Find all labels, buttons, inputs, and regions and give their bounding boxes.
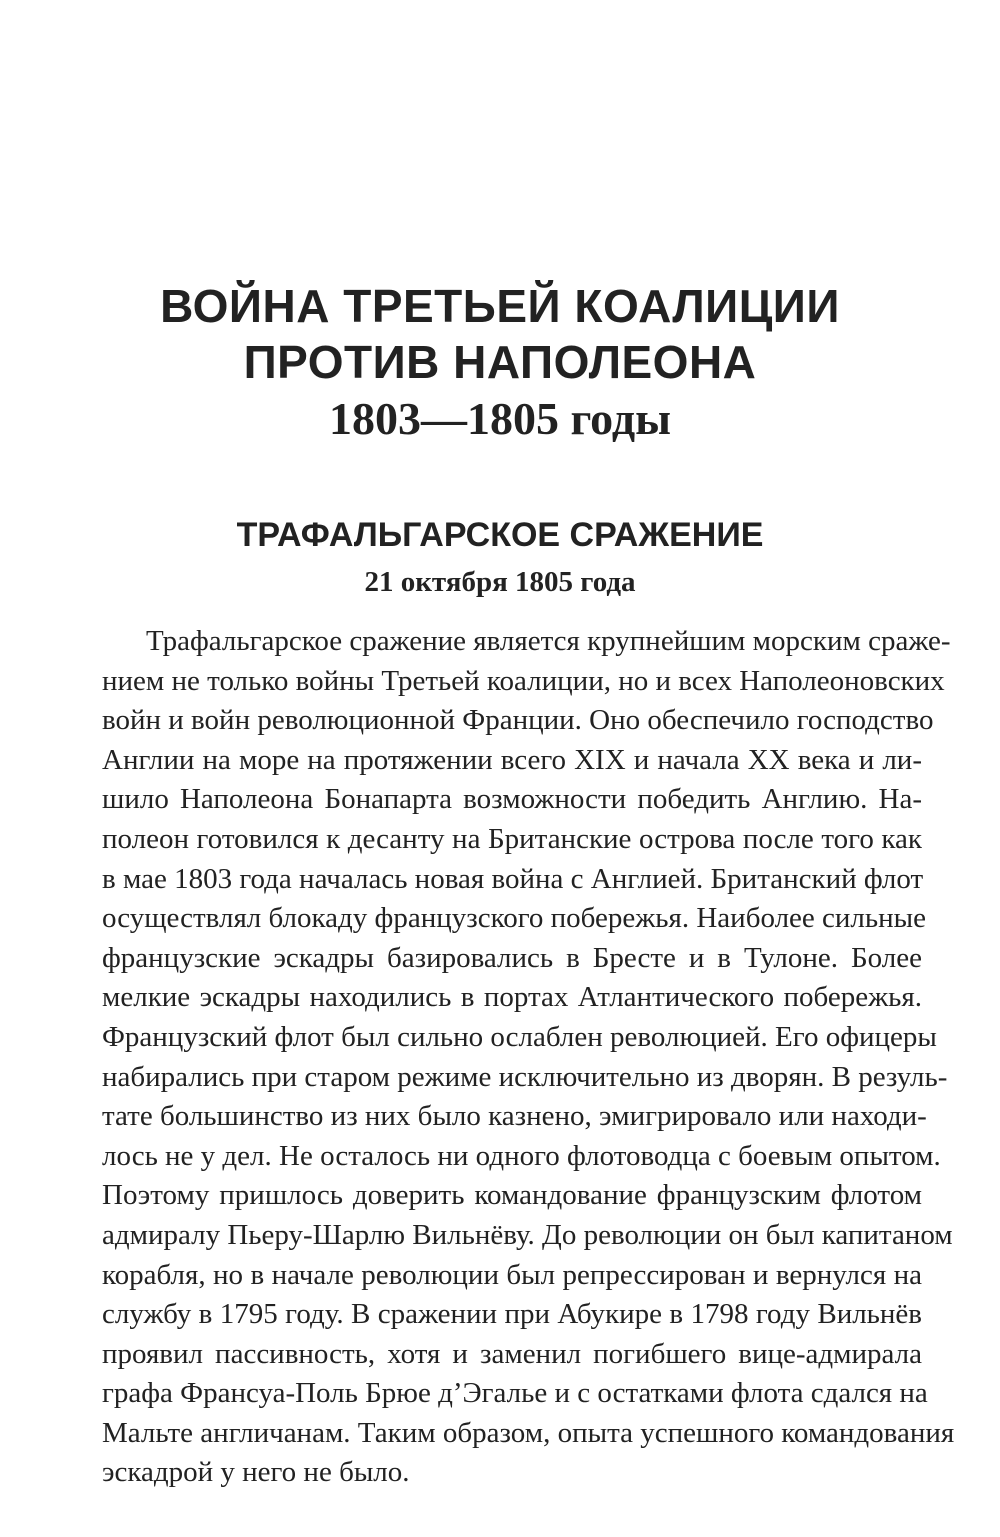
chapter-title bbox=[0, 278, 1000, 448]
text-line: лось не у дел. Не осталось ни одного флотоводца с боевым опытом. bbox=[102, 1139, 941, 1172]
text-line: Мальте англичанам. Таким образом, опыта успешного командования bbox=[102, 1416, 955, 1449]
text-line: Французский флот был сильно ослаблен революцией. Его офицеры bbox=[102, 1020, 937, 1053]
text-line: в мае 1803 года началась новая война с Англией. Британский флот bbox=[102, 862, 924, 895]
text-line: войн и войн революционной Франции. Оно обеспечило господство bbox=[102, 704, 934, 737]
chapter-title-line-2: ПРОТИВ НАПОЛЕОНА bbox=[243, 336, 757, 388]
text-line: тате большинство из них было казнено, эмигрировало или находи- bbox=[102, 1100, 927, 1133]
text-line: Трафальгарское сражение является крупнейшим морским сраже- bbox=[146, 625, 951, 657]
text-line: полеон готовился к десанту на Британские острова после того как bbox=[102, 822, 922, 855]
body-paragraph bbox=[102, 622, 955, 1493]
text-line: графа Франсуа-Поль Брюе д’Эгалье и с остатками флота сдался на bbox=[102, 1377, 928, 1410]
text-line: мелкие эскадры находились в портах Атлантического побережья. bbox=[102, 981, 922, 1014]
text-line: французские эскадры базировались в Бресте и в Тулоне. Более bbox=[102, 941, 922, 974]
text-line: службу в 1795 году. В сражении при Абукире в 1798 году Вильнёв bbox=[102, 1298, 922, 1331]
text-line: эскадрой у него не было. bbox=[102, 1456, 410, 1489]
section-title: ТРАФАЛЬГАРСКОЕ СРАЖЕНИЕ bbox=[236, 516, 764, 554]
text-line: Англии на море на протяжении всего XIX и начала XX века и ли- bbox=[102, 743, 922, 776]
text-line: проявил пассивность, хотя и заменил погибшего вице-адмирала bbox=[102, 1337, 922, 1370]
chapter-years: 1803—1805 годы bbox=[328, 393, 672, 444]
section-date: 21 октября 1805 года bbox=[364, 566, 636, 598]
text-line: Поэтому пришлось доверить командование французским флотом bbox=[102, 1179, 922, 1212]
text-line: нием не только войны Третьей коалиции, но и всех Наполеоновских bbox=[102, 664, 945, 697]
text-line: адмиралу Пьеру-Шарлю Вильнёву. До революции он был капитаном bbox=[102, 1218, 953, 1251]
text-line: корабля, но в начале революции был репрессирован и вернулся на bbox=[102, 1258, 922, 1291]
chapter-title-line-1: ВОЙНА ТРЕТЬЕЙ КОАЛИЦИИ bbox=[160, 280, 840, 332]
text-line: набирались при старом режиме исключительно из дворян. В резуль- bbox=[102, 1060, 948, 1093]
text-line: осуществлял блокаду французского побережья. Наиболее сильные bbox=[102, 902, 926, 935]
text-line: шило Наполеона Бонапарта возможности победить Англию. На- bbox=[102, 783, 922, 816]
